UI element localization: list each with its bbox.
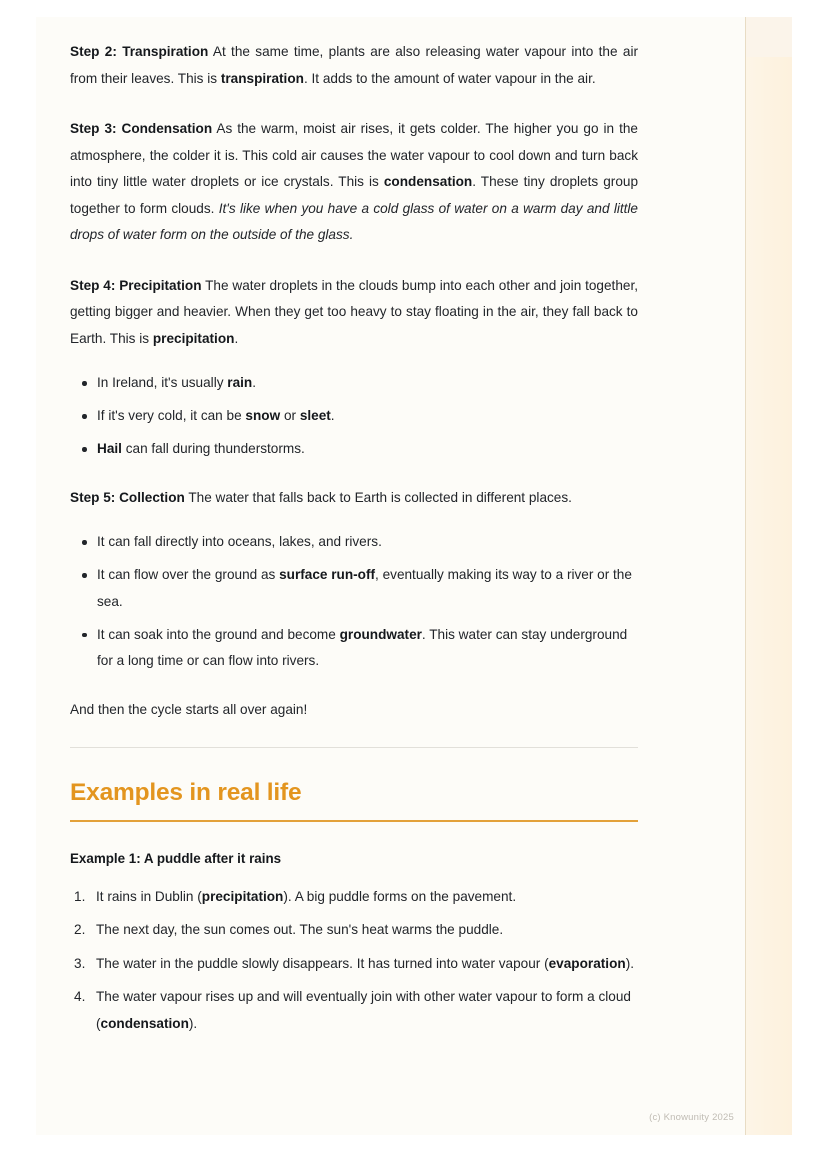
step-post: ).	[188, 1015, 198, 1031]
bullet-pre: It can soak into the ground and become	[97, 626, 340, 642]
page-side-band-top	[746, 17, 792, 57]
bullet-bold-2: sleet	[299, 408, 331, 423]
step-3-bold-1: condensation	[383, 174, 473, 189]
step-2-bold-1: transpiration	[220, 70, 304, 86]
example-1-step-list	[70, 884, 638, 1038]
step-4-text-1: The water droplets in the clouds bump into each other and join together, getting bigger and heavier. When they get too heavy to stay floating in the air, they fall back to Earth. This is	[70, 277, 638, 346]
list-item	[95, 622, 638, 675]
step-bold-1: condensation	[100, 1015, 189, 1031]
paragraph-step-3	[70, 116, 638, 249]
precipitation-bullet-list	[70, 370, 638, 463]
bullet-bold-1: rain	[227, 375, 253, 390]
bullet-post: .	[330, 408, 335, 423]
list-item	[96, 917, 638, 944]
section-title-underline	[70, 820, 638, 822]
step-4-bold-1: precipitation	[152, 330, 235, 346]
document-body	[70, 39, 638, 1044]
step-2-text-1: At the same time, plants are also releasing water vapour into the air from their leaves. This is	[70, 44, 638, 86]
bullet-mid: can fall during thunderstorms.	[121, 441, 305, 456]
bullet-bold-1: groundwater	[339, 626, 422, 642]
bullet-bold-1: Hail	[97, 441, 122, 456]
step-2-label: Step 2: Transpiration	[70, 44, 209, 59]
bullet-pre: It can fall directly into oceans, lakes, and rivers.	[97, 534, 382, 549]
step-pre: The next day, the sun comes out. The sun's heat warms the puddle.	[96, 922, 504, 938]
bullet-mid: or	[280, 408, 300, 423]
step-4-text-2: .	[234, 330, 239, 346]
bullet-post: , eventually making its way to a river or the sea.	[97, 567, 632, 609]
bullet-pre: If it's very cold, it can be	[97, 408, 246, 423]
step-bold-1: precipitation	[201, 888, 284, 904]
bullet-mid: .	[252, 375, 257, 390]
paragraph-step-4	[70, 273, 638, 353]
step-3-label: Step 3: Condensation	[70, 121, 213, 136]
step-4-label: Step 4: Precipitation	[70, 277, 202, 293]
step-bold-1: evaporation	[548, 955, 626, 971]
list-item	[95, 529, 638, 556]
step-pre: The water in the puddle slowly disappears. It has turned into water vapour (	[96, 955, 549, 971]
step-3-text-2: . These tiny droplets group together to form clouds.	[70, 174, 639, 216]
step-3-italic-1: It's like when you have a cold glass of water on a warm day and little drops of water form on the outside of the glass.	[70, 200, 638, 242]
step-post: ).	[625, 955, 634, 971]
step-2-text-2: . It adds to the amount of water vapour in the air.	[303, 70, 596, 86]
list-item	[96, 984, 638, 1037]
step-5-label: Step 5: Collection	[70, 489, 185, 505]
list-item	[95, 436, 638, 463]
step-5-text-1: The water that falls back to Earth is collected in different places.	[184, 489, 572, 505]
list-item	[95, 562, 638, 615]
bullet-bold-1: surface run-off	[279, 567, 376, 582]
watermark-copyright: (c) Knowunity 2025	[649, 1112, 734, 1123]
section-title-examples: Examples in real life	[70, 779, 302, 806]
example-1-title: Example 1: A puddle after it rains	[70, 850, 282, 866]
step-post: ). A big puddle forms on the pavement.	[283, 888, 517, 904]
list-item	[96, 951, 638, 978]
step-pre: The water vapour rises up and will eventually join with other water vapour to form a cloud (	[96, 989, 631, 1031]
list-item	[95, 370, 638, 397]
bullet-bold-1: snow	[245, 408, 281, 423]
list-item	[96, 884, 638, 911]
list-item	[95, 403, 638, 430]
document-sheet	[36, 17, 792, 1135]
section-divider	[70, 747, 638, 748]
bullet-pre: It can flow over the ground as	[97, 567, 280, 582]
bullet-post: . This water can stay underground for a long time or can flow into rivers.	[97, 626, 628, 668]
paragraph-cycle-restart: And then the cycle starts all over again!	[70, 701, 308, 717]
collection-bullet-list	[70, 529, 638, 675]
paragraph-step-2	[70, 39, 638, 92]
bullet-pre: In Ireland, it's usually	[97, 375, 228, 390]
step-pre: It rains in Dublin (	[96, 888, 202, 904]
page-side-band	[745, 17, 792, 1135]
paragraph-step-5	[70, 485, 638, 512]
step-3-text-1: As the warm, moist air rises, it gets colder. The higher you go in the atmosphere, the colder it is. This cold air causes the water vapour to cool down and turn back into tiny little water droplets or ice crystals. This is	[70, 121, 638, 189]
